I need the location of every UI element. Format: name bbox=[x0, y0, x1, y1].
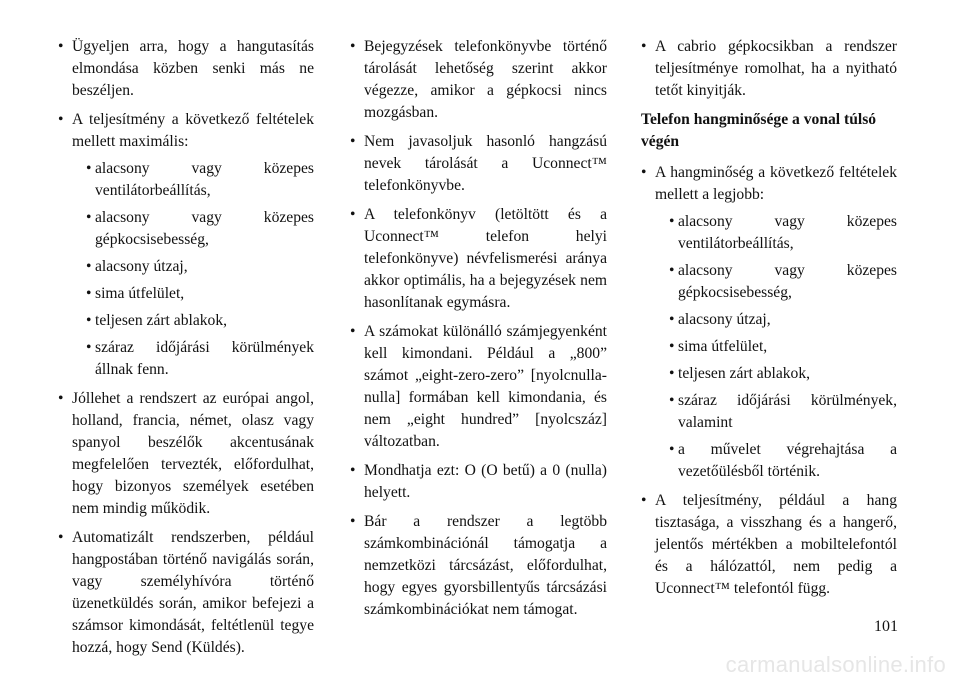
column-right bbox=[641, 36, 897, 607]
list-item: • A telefonkönyv (letöltött és a Uconnect™ telefon helyi telefonkönyve) névfelismerési aránya akkor optimális, ha a bejegyzések nem hasonlítanak egymásra. bbox=[350, 206, 607, 311]
column-left bbox=[58, 36, 314, 666]
sub-list-item: • sima útfelület, bbox=[669, 338, 768, 355]
page-number: 101 bbox=[874, 618, 898, 635]
section-heading: Telefon hangminősége a vonal túlsó végén bbox=[641, 111, 877, 150]
list-item: • Bár a rendszer a legtöbb számkombinációnál támogatja a nemzetközi tárcsázást, előfordulhat, hogy egyes gyorsbillentyűs tárcsázási számkombinációkat nem támogat. bbox=[350, 513, 607, 618]
list-item: • Ügyeljen arra, hogy a hangutasítás elmondása közben senki más ne beszéljen. bbox=[58, 38, 314, 99]
list-item: • A hangminőség a következő feltételek mellett a legjobb: • alacsony vagy közepes ventilátorbeállítás, • alacsony vagy közepes gépkocsisebesség, • alacsony útzaj, • sima útfelület, • teljesen zárt ablakok, • száraz időjárási körülmények, valamint • a művelet végrehajtása a vezetőülésből történik. bbox=[641, 162, 897, 483]
sub-list-item: • teljesen zárt ablakok, bbox=[669, 365, 811, 382]
sub-list-item: • a művelet végrehajtása a vezetőülésből történik. bbox=[669, 441, 897, 480]
list-item: • A teljesítmény, például a hang tisztasága, a visszhang és a hangerő, jelentős mértékben a mobiltelefontól és a hálózattól, nem pedig a Uconnect™ telefontól függ. bbox=[641, 492, 897, 597]
list-item: • A számokat különálló számjegyenként kell kimondani. Például a „800” számot „eight-zero-zero” [nyolcnulla-nulla] formában kell kimondania, és nem „eight hundred” [nyolcszáz] változatban. bbox=[350, 323, 607, 450]
sub-list-item: • alacsony útzaj, bbox=[86, 258, 188, 275]
sub-list-item: • száraz időjárási körülmények, valamint bbox=[669, 392, 897, 431]
sub-list-item: • száraz időjárási körülmények állnak fenn. bbox=[86, 339, 314, 378]
sub-list-item: • alacsony vagy közepes ventilátorbeállítás, bbox=[669, 213, 897, 252]
sub-list-item: • sima útfelület, bbox=[86, 285, 185, 302]
sub-list-item: • teljesen zárt ablakok, bbox=[86, 312, 228, 329]
list-item: • Nem javasoljuk hasonló hangzású nevek tárolását a Uconnect™ telefonkönyvbe. bbox=[350, 133, 607, 194]
list-item: • A teljesítmény a következő feltételek mellett maximális: • alacsony vagy közepes ventilátorbeállítás, • alacsony vagy közepes gépkocsisebesség, • alacsony útzaj, • sima útfelület, • teljesen zárt ablakok, • száraz időjárási körülmények állnak fenn. bbox=[58, 109, 314, 381]
watermark: carmanualsonline.info bbox=[725, 652, 946, 677]
column-middle bbox=[350, 36, 607, 628]
sub-list-item: • alacsony útzaj, bbox=[669, 311, 771, 328]
sub-list-item: • alacsony vagy közepes ventilátorbeállítás, bbox=[86, 160, 314, 199]
list-item: • Bejegyzések telefonkönyvbe történő tárolását lehetőség szerint akkor végezze, amikor a gépkocsi nincs mozgásban. bbox=[350, 38, 607, 121]
sub-list-item: • alacsony vagy közepes gépkocsisebesség, bbox=[669, 262, 897, 301]
sub-list-item: • alacsony vagy közepes gépkocsisebesség, bbox=[86, 209, 314, 248]
list-item: • A cabrio gépkocsikban a rendszer teljesítménye romolhat, ha a nyitható tetőt kinyitják. bbox=[641, 38, 897, 99]
list-item: • Jóllehet a rendszert az európai angol, holland, francia, német, olasz vagy spanyol beszélők akcentusának megfelelően tervezték, előfordulhat, hogy bizonyos személyek esetében nem mindig működik. bbox=[58, 390, 314, 517]
list-item: • Mondhatja ezt: O (O betű) a 0 (nulla) helyett. bbox=[350, 462, 607, 501]
list-item: • Automatizált rendszerben, például hangpostában történő navigálás során, vagy személyhívóra történő üzenetküldés során, amikor befejezi a számsor kimondását, feltétlenül tegye hozzá, hogy Send (Küldés). bbox=[58, 529, 314, 656]
